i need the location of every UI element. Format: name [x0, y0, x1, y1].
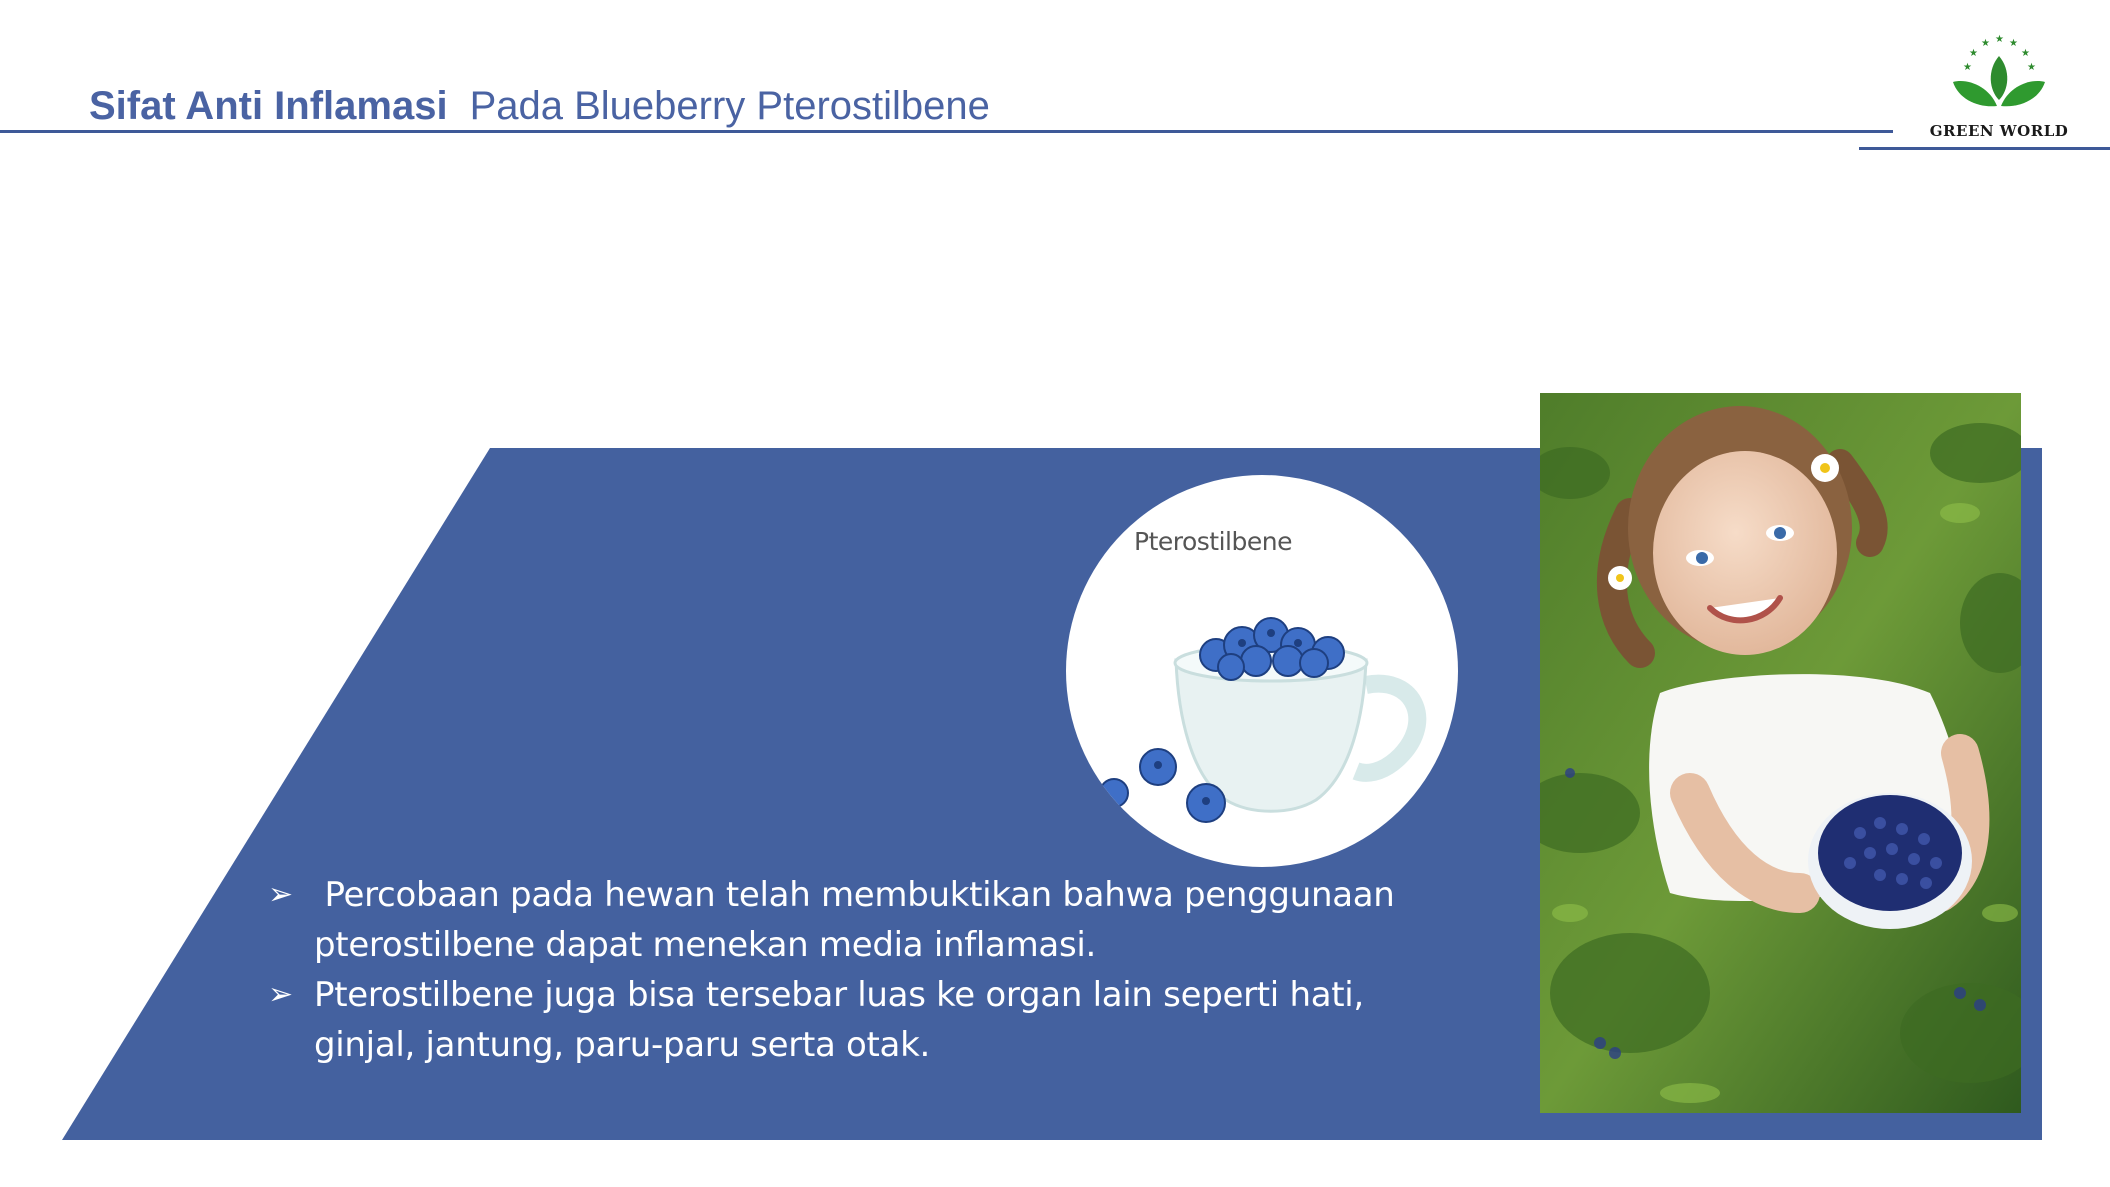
svg-text:★: ★: [1981, 38, 1990, 49]
green-leaves-icon: [1949, 34, 2049, 118]
pterostilbene-illustration: [1066, 475, 1458, 867]
girl-with-blueberries-photo: [1540, 393, 2021, 1113]
logo-divider: [1859, 147, 2110, 150]
bullet-line: Pterostilbene juga bisa tersebar luas ke organ lain seperti hati,: [314, 975, 1364, 1015]
svg-text:★: ★: [2009, 38, 2018, 49]
title-bold: Sifat Anti Inflamasi: [89, 84, 448, 128]
svg-text:★: ★: [1995, 34, 2004, 45]
bullet-line: Percobaan pada hewan telah membuktikan bahwa penggunaan: [314, 875, 1395, 915]
svg-text:★: ★: [2021, 48, 2030, 59]
header-divider: [0, 130, 1893, 133]
blueberry-cup-icon: [1066, 475, 1458, 867]
bullet-list: [268, 870, 1448, 1070]
arrow-bullet-icon: ➢: [268, 977, 293, 1012]
svg-text:★: ★: [1969, 48, 1978, 59]
bullet-line: ginjal, jantung, paru-paru serta otak.: [314, 1025, 930, 1065]
green-world-logo: [1920, 34, 2078, 144]
page-title: [89, 84, 990, 129]
svg-text:★: ★: [1963, 62, 1972, 73]
title-subtitle: Pada Blueberry Pterostilbene: [469, 84, 990, 128]
bullet-line: pterostilbene dapat menekan media inflamasi.: [314, 925, 1097, 965]
photo-image: [1540, 393, 2021, 1113]
arrow-bullet-icon: ➢: [268, 877, 293, 912]
illustration-label: Pterostilbene: [1134, 527, 1292, 556]
logo-text: GREEN WORLD: [1929, 122, 2069, 140]
bullet-item: [268, 970, 1448, 1070]
svg-text:★: ★: [2027, 62, 2036, 73]
bullet-item: [268, 870, 1448, 970]
